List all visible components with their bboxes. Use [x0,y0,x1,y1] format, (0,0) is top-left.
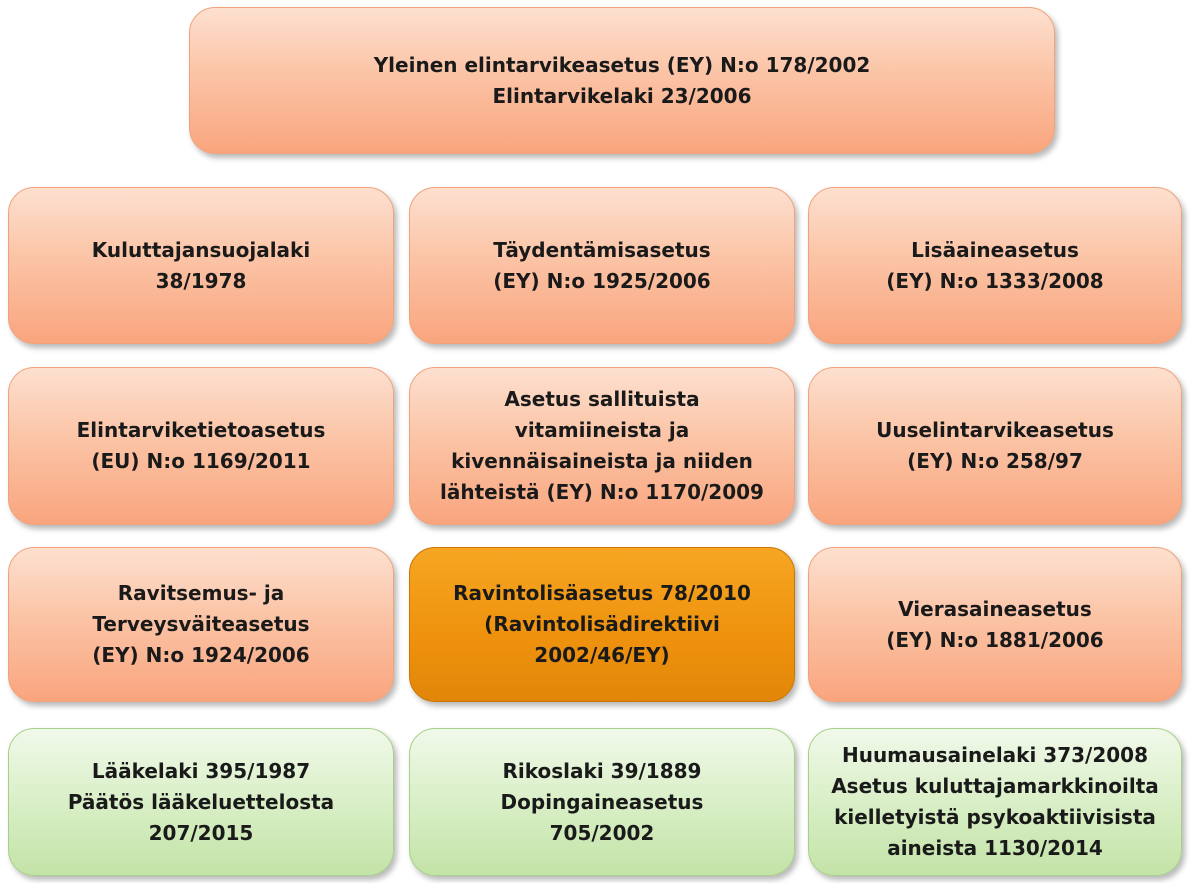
box-medicines-act: Lääkelaki 395/1987 Päätös lääkeluettelosta 207/2015 [8,728,394,876]
box-contaminants-regulation: Vierasaineasetus (EY) N:o 1881/2006 [808,547,1182,702]
box-fortification-regulation: Täydentämisasetus (EY) N:o 1925/2006 [409,187,795,344]
box-novel-food-regulation: Uuselintarvikeasetus (EY) N:o 258/97 [808,367,1182,525]
box-additives-regulation: Lisäaineasetus (EY) N:o 1333/2008 [808,187,1182,344]
box-general-food-law [189,7,1055,154]
box-text: Yleinen elintarvikeasetus (EY) N:o 178/2002 Elintarvikelaki 23/2006 [373,52,871,108]
box-nutrition-health-claims-regulation: Ravitsemus- ja Terveysväiteasetus (EY) N:o 1924/2006 [8,547,394,702]
box-consumer-protection-act: Kuluttajansuojalaki 38/1978 [8,187,394,344]
box-criminal-code: Rikoslaki 39/1889 Dopingaineasetus 705/2002 [409,728,795,876]
box-vitamins-minerals-regulation: Asetus sallituista vitamiineista ja kivennäisaineista ja niiden lähteistä (EY) N:o 1170/2009 [409,367,795,525]
box-narcotics-act: Huumausainelaki 373/2008 Asetus kuluttajamarkkinoilta kielletyistä psykoaktiivisista aineista 1130/2014 [808,728,1182,876]
box-food-information-regulation: Elintarviketietoasetus (EU) N:o 1169/2011 [8,367,394,525]
box-food-supplements-regulation: Ravintolisäasetus 78/2010 (Ravintolisädirektiivi 2002/46/EY) [409,547,795,702]
